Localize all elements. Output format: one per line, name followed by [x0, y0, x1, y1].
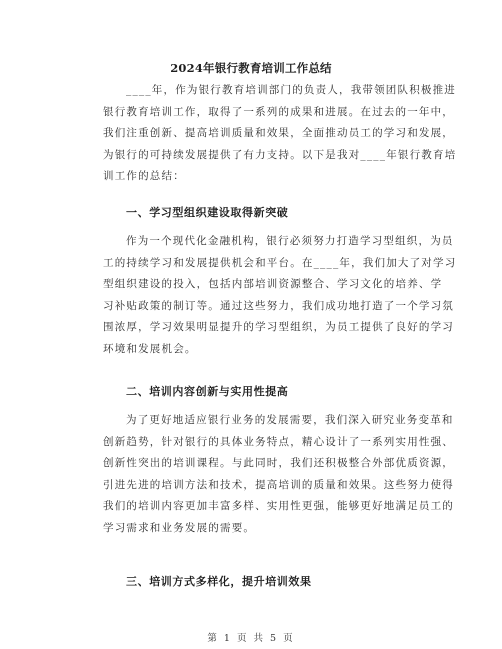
intro-line: 银行教育培训工作，取得了一系列的成果和进展。在过去的一年中， [103, 105, 454, 118]
section-1-line: 工的持续学习和发展提供机会和平台。在____年，我们加大了对学习 [103, 256, 457, 269]
page-footer: 第 1 页 共 5 页 [207, 633, 295, 644]
document-title: 2024年银行教育培训工作总结 [170, 61, 332, 75]
section-2-line: 引进先进的培训方法和技术，提高培训的质量和效果。这些努力使得 [103, 478, 454, 491]
section-1-line: 习补贴政策的制订等。通过这些努力，我们成功地打造了一个学习氛 [103, 299, 454, 312]
section-1-paragraph [103, 231, 457, 361]
section-heading-3: 三、培训方式多样化，提升培训效果 [126, 575, 312, 588]
section-2-line: 创新趋势，针对银行的具体业务特点，精心设计了一系列实用性强、 [103, 435, 454, 448]
section-1-line: 作为一个现代化金融机构，银行必须努力打造学习型组织，为员 [126, 235, 454, 247]
intro-line: 为银行的可持续发展提供了有力支持。以下是我对____年银行教育培 [103, 148, 457, 161]
section-heading-1: 一、学习型组织建设取得新突破 [126, 206, 289, 219]
section-2-line: 我们的培训内容更加丰富多样、实用性更强，能够更好地满足员工的 [103, 500, 454, 513]
section-2-line: 为了更好地适应银行业务的发展需要，我们深入研究业务变革和 [126, 414, 454, 426]
section-2-line: 创新性突出的培训课程。与此同时，我们还积极整合外部优质资源， [103, 457, 454, 470]
section-1-line: 环境和发展机会。 [103, 342, 197, 355]
intro-line: ____年，作为银行教育培训部门的负责人，我带领团队积极推进 [126, 84, 456, 96]
intro-line: 我们注重创新、提高培训质量和效果，全面推动员工的学习和发展， [103, 127, 454, 140]
intro-paragraph [103, 80, 457, 188]
section-2-paragraph [103, 410, 454, 540]
section-1-line: 围浓厚，学习效果明显提升的学习型组织，为员工提供了良好的学习 [103, 321, 454, 334]
section-2-line: 学习需求和业务发展的需要。 [103, 521, 256, 534]
intro-line: 训工作的总结： [103, 170, 185, 183]
section-heading-2: 二、培训内容创新与实用性提高 [126, 385, 289, 398]
section-1-line: 型组织建设的投入，包括内部培训资源整合、学习文化的培养、学 [103, 278, 443, 291]
